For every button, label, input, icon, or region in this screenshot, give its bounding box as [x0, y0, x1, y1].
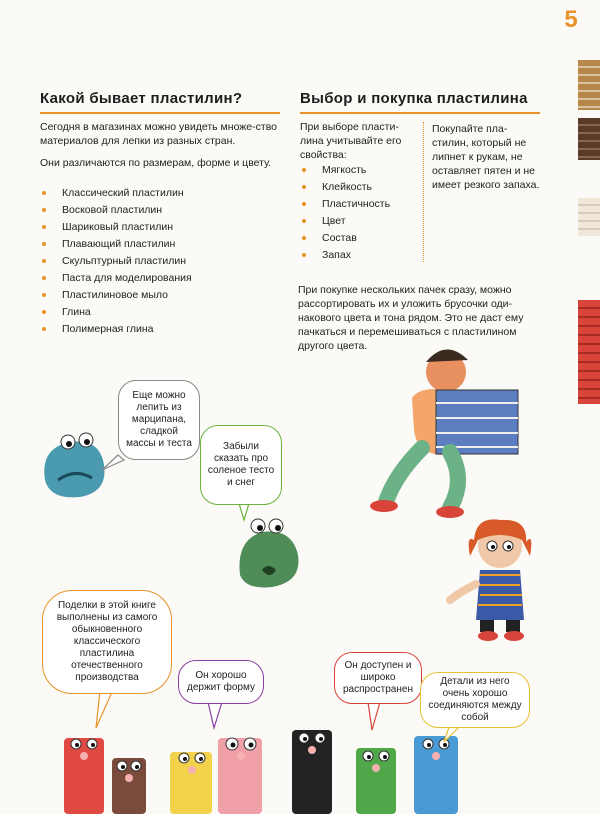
list-item: Плавающий пластилин — [40, 236, 285, 253]
page-number: 5 — [564, 6, 578, 33]
list-item: Паста для моделирования — [40, 270, 285, 287]
speech-bubble-accessible: Он доступен и широко распространен — [334, 652, 422, 704]
list-item: Пластилиновое мыло — [40, 287, 285, 304]
list-item: Скульптурный пластилин — [40, 253, 285, 270]
list-item: Мягкость — [300, 162, 420, 179]
speech-bubble-connects: Детали из него очень хорошо соединяются между собой — [420, 672, 530, 728]
list-item: Состав — [300, 230, 420, 247]
man-carrying-packs — [370, 349, 518, 518]
blue-blob-character — [44, 433, 104, 497]
tip-text: Покупайте пла-стилин, который не липнет к рукам, не оставляет пятен и не имеет резкого запаха. — [432, 123, 540, 191]
advice-text: При покупке нескольких пачек сразу, можно рассортировать их и уложить брусочки оди-накового цвета и тона рядом. Это не даст ему пачкаться и перемешиваться с пластилином другого цвета. — [298, 284, 524, 352]
plasticine-bar-characters — [64, 730, 458, 814]
list-item: Глина — [40, 304, 285, 321]
left-intro-1: Сегодня в магазинах можно увидеть множе-ство материалов для лепки из разных стран. — [40, 121, 278, 147]
green-blob-character — [239, 519, 298, 588]
left-section-title: Какой бывает пластилин? — [40, 90, 243, 107]
list-item: Клейкость — [300, 179, 420, 196]
speech-bubble-domestic: Поделки в этой книге выполнены из самого обыкновенного классического пластилина отечественного производства — [42, 590, 172, 694]
old-man-character — [450, 519, 531, 641]
list-item: Запах — [300, 247, 420, 264]
list-item: Шариковый пластилин — [40, 219, 285, 236]
speech-bubble-marzipan: Еще можно лепить из марципана, сладкой массы и теста — [118, 380, 200, 460]
right-intro: При выборе пласти-лина учитывайте его свойства: — [300, 121, 402, 161]
speech-bubble-holds-shape: Он хорошо держит форму — [178, 660, 264, 704]
list-item: Пластичность — [300, 196, 420, 213]
list-item: Классический пластилин — [40, 185, 285, 202]
speech-bubble-salt-dough: Забыли сказать про соленое тесто и снег — [200, 425, 282, 505]
list-item: Цвет — [300, 213, 420, 230]
left-intro-2: Они различаются по размерам, форме и цвету. — [40, 157, 272, 169]
list-item: Полимерная глина — [40, 321, 285, 338]
list-item: Восковой пластилин — [40, 202, 285, 219]
right-section-title: Выбор и покупка пластилина — [300, 90, 528, 107]
